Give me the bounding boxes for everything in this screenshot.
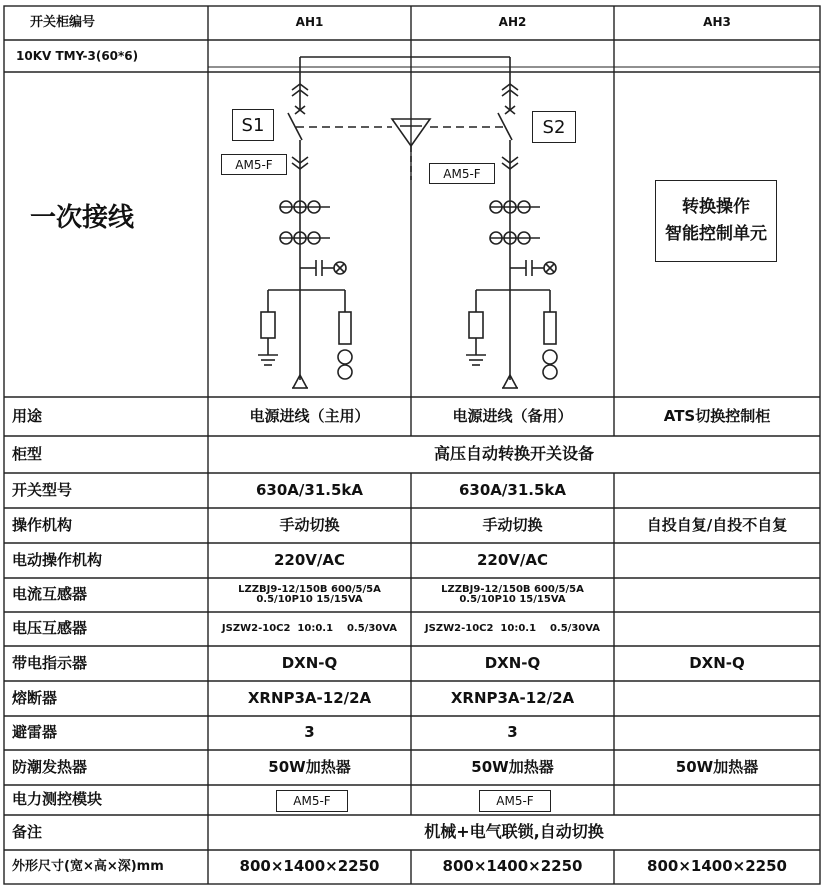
diagram-row-label: 一次接线 [30, 203, 135, 233]
ah1-value: 630A/31.5kA [256, 480, 363, 499]
row-label: 操作机构 [12, 515, 73, 534]
ah2-value: LZZBJ9-12/150B 600/5/5A 0.5/10P10 15/15VA [441, 583, 584, 605]
ah1-value: 3 [304, 723, 315, 742]
row-label: 防潮发热器 [12, 757, 88, 776]
ah2-value: XRNP3A-12/2A [450, 688, 575, 707]
ah2-value: 电源进线（备用） [452, 406, 573, 425]
ah3-value [614, 473, 820, 508]
ah1-value: 电源进线（主用） [249, 406, 370, 425]
ah2-value: JSZW2-10C2 10:0.1 0.5/30VA [424, 622, 601, 634]
column-ah2-header: AH2 [498, 15, 527, 29]
ah3-value: 800×1400×2250 [647, 857, 787, 876]
switch-s1-label: S1 [232, 109, 274, 141]
ah1-value: DXN-Q [281, 653, 338, 672]
row-label: 开关型号 [12, 480, 73, 499]
ah1-value: JSZW2-10C2 10:0.1 0.5/30VA [221, 622, 398, 634]
ah2-value: 手动切换 [482, 515, 543, 534]
ats-control-unit-box [655, 180, 777, 262]
ah3-value [614, 578, 820, 612]
ah1-value: XRNP3A-12/2A [247, 688, 372, 707]
module-ah1-value: AM5-F [276, 790, 348, 812]
ah3-value: 50W加热器 [675, 757, 759, 776]
row-label: 电流互感器 [12, 585, 88, 604]
ah2-value: 630A/31.5kA [459, 480, 566, 499]
ah2-value: 50W加热器 [471, 757, 554, 776]
row-label: 熔断器 [12, 688, 58, 707]
module-right-label: AM5-F [429, 163, 495, 184]
ah3-value [614, 716, 820, 750]
busbar-spec: 10KV TMY-3(60*6) [16, 49, 139, 63]
ah1-value: LZZBJ9-12/150B 600/5/5A 0.5/10P10 15/15VA [238, 583, 381, 605]
row-label: 电力测控模块 [12, 790, 103, 809]
ah1-value: 手动切换 [279, 515, 340, 534]
ah1-value: 220V/AC [273, 550, 345, 569]
row-span-value: 机械+电气联锁,自动切换 [424, 822, 604, 842]
ah2-value: 800×1400×2250 [442, 857, 583, 876]
row-label: 柜型 [12, 444, 43, 463]
column-ah3-header: AH3 [703, 15, 731, 29]
ah2-value: 220V/AC [476, 550, 548, 569]
ah3-value [614, 681, 820, 716]
ah3-value [614, 543, 820, 578]
row-label: 外形尺寸(宽×高×深)mm [12, 859, 164, 875]
ah2-value: DXN-Q [484, 653, 541, 672]
cabinet-number-label: 开关柜编号 [30, 15, 96, 30]
row-label: 带电指示器 [12, 653, 88, 672]
row-label: 备注 [12, 822, 43, 841]
switch-s2-label: S2 [532, 111, 576, 143]
ah3-value [614, 785, 820, 815]
ats-box-line1: 转换操作 [682, 196, 750, 217]
row-label: 电压互感器 [12, 619, 88, 638]
ah3-value: ATS切换控制柜 [663, 406, 771, 425]
module-left-label: AM5-F [221, 154, 287, 175]
single-line-diagram [258, 57, 557, 388]
ah3-value: 自投自复/自投不自复 [646, 515, 788, 534]
module-ah2-value: AM5-F [479, 790, 551, 812]
ah1-value: 800×1400×2250 [239, 857, 380, 876]
row-span-value: 高压自动转换开关设备 [433, 444, 594, 464]
ats-box-line2: 智能控制单元 [665, 224, 767, 244]
row-label: 电动操作机构 [12, 550, 103, 569]
ah3-value: DXN-Q [689, 653, 745, 672]
row-label: 避雷器 [12, 723, 58, 742]
column-ah1-header: AH1 [295, 15, 324, 29]
ah2-value: 3 [507, 723, 518, 742]
ah1-value: 50W加热器 [268, 757, 351, 776]
row-label: 用途 [12, 406, 43, 425]
ah3-value [614, 612, 820, 646]
